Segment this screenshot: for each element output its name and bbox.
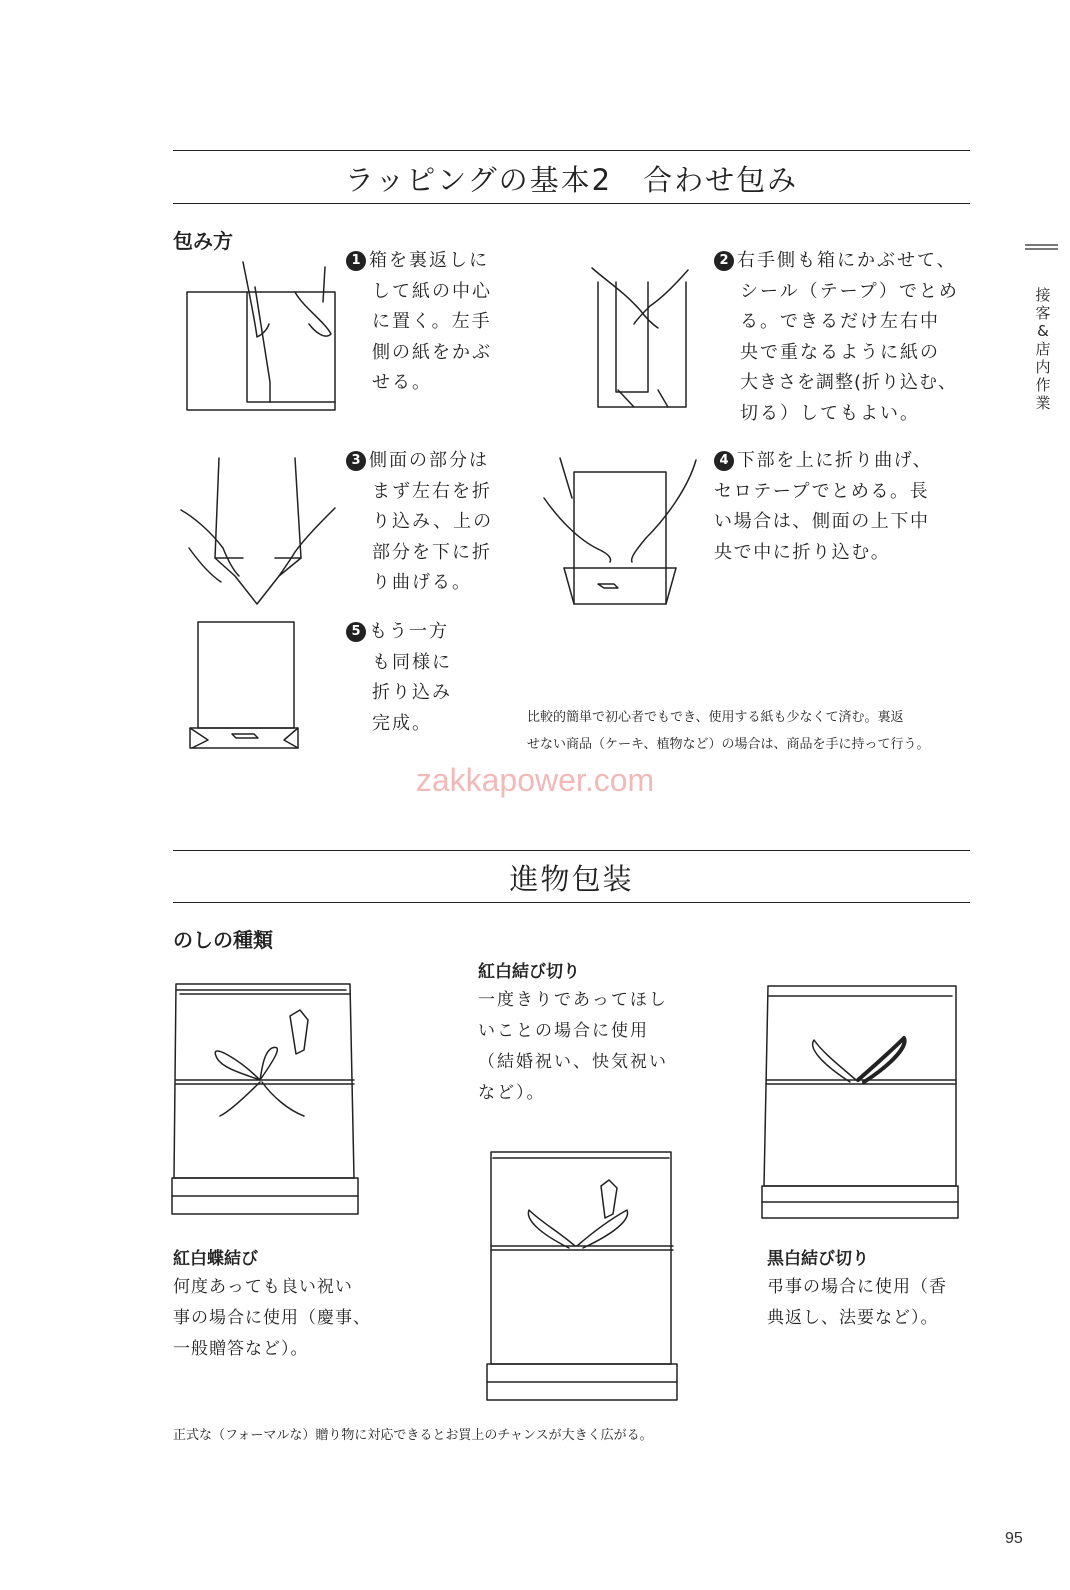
step5-line3: 折り込み [372,682,452,703]
noshi-butterfly-bow-line3: 一般贈答など）。 [173,1339,309,1359]
noshi-musubikiri-red-line4: など）。 [478,1083,546,1103]
step2-line5: 大きさを調整(折り込む、 [740,372,958,393]
noshi-butterfly-bow-name: 紅白蝶結び [173,1249,258,1269]
step1-line2: して紙の中心 [372,280,492,302]
step1-line5: せる。 [372,372,432,393]
step5-line4: 完成。 [372,712,432,734]
step2-line6: 切る）してもよい。 [740,402,920,424]
section1-note [527,704,929,758]
step2-line3: る。できるだけ左右中 [740,311,940,332]
step5-illustration [188,620,300,752]
step5-text [346,617,452,739]
step3-number: 3 [346,451,366,471]
noshi-butterfly-bow-line1: 何度あっても良い祝い [173,1277,353,1297]
section1-title: ラッピングの基本2 合わせ包み [344,163,799,197]
step2-line1: 2 右手側も箱にかぶせて、 [714,246,959,277]
noshi-musubikiri-black-line2: 典返し、法要など）。 [767,1308,939,1328]
section2-subtitle: のしの種類 [173,928,273,952]
section2-title: 進物包装 [509,862,634,896]
section1-note-line1: 比較的簡単で初心者でもでき、使用する紙も少なくて済む。裏返 [527,710,904,725]
step5-line1: 5 もう一方 [346,617,452,648]
section2-footer-note: 正式な（フォーマルな）贈り物に対応できるとお買上のチャンスが大きく広がる。 [173,1428,653,1443]
step1-number: 1 [346,251,366,271]
step5-line2: も同様に [372,651,452,673]
noshi-musubikiri-black-line1: 弔事の場合に使用（香 [767,1277,947,1297]
step4-line1: 4 下部を上に折り曲げ、 [714,446,932,477]
step1-illustration [185,262,337,412]
step3-line2: まず左右を折 [372,480,492,502]
step1-line1: 1 箱を裏返しに [346,246,492,277]
step3-line5: り曲げる。 [372,572,472,593]
watermark: zakkapower.com [415,762,655,798]
step3-illustration [175,458,337,606]
noshi-musubikiri-black-illustration [760,982,960,1222]
step3-line4: 部分を下に折 [372,541,492,563]
step3-line1: 3 側面の部分は [346,446,493,477]
section1-note-line2: せない商品（ケーキ、植物など）の場合は、商品を手に持って行う。 [527,737,930,752]
side-tab-label: 接客&店内作業 [1035,286,1051,412]
noshi-musubikiri-black-name: 黒白結び切り [767,1249,869,1269]
step4-line3: い場合は、側面の上下中 [714,511,930,532]
step1-line4: 側の紙をかぶ [372,341,492,363]
section2-top-rule [173,850,970,851]
page-number: 95 [1005,1530,1023,1547]
section2-bottom-rule [173,902,970,903]
step1-text [346,246,492,399]
section1-subtitle: 包み方 [173,229,233,253]
section1-top-rule [173,150,970,151]
noshi-musubikiri-red-desc [478,985,668,1109]
step2-line2: シール（テープ）でとめ [740,280,959,302]
noshi-musubikiri-red-line2: いことの場合に使用 [478,1021,649,1041]
noshi-butterfly-bow-desc [173,1272,371,1365]
step1-line3: に置く。左手 [372,311,492,332]
step4-line4: 央で中に折り込む。 [714,541,891,563]
step4-text [714,446,932,568]
step2-text [714,246,959,429]
step2-illustration [588,262,690,412]
step4-illustration [538,458,700,606]
step2-number: 2 [714,251,734,271]
step5-number: 5 [346,622,366,642]
step3-line3: り込み、上の [372,511,494,532]
side-tab-marker [1025,244,1058,252]
step4-number: 4 [714,451,734,471]
noshi-butterfly-bow-line2: 事の場合に使用（慶事、 [173,1308,371,1328]
section1-bottom-rule [173,203,970,204]
noshi-musubikiri-red-line3: （結婚祝い、快気祝い [478,1052,668,1072]
noshi-musubikiri-red-illustration [485,1148,685,1404]
noshi-butterfly-bow-illustration [170,980,360,1220]
step2-line4: 央で重なるように紙の [740,341,940,363]
noshi-musubikiri-black-desc [767,1272,947,1334]
step4-line2: セロテープでとめる。長 [714,480,930,502]
step3-text [346,446,493,599]
noshi-musubikiri-red-line1: 一度きりであってほし [478,990,668,1010]
noshi-musubikiri-red-name: 紅白結び切り [478,962,580,982]
